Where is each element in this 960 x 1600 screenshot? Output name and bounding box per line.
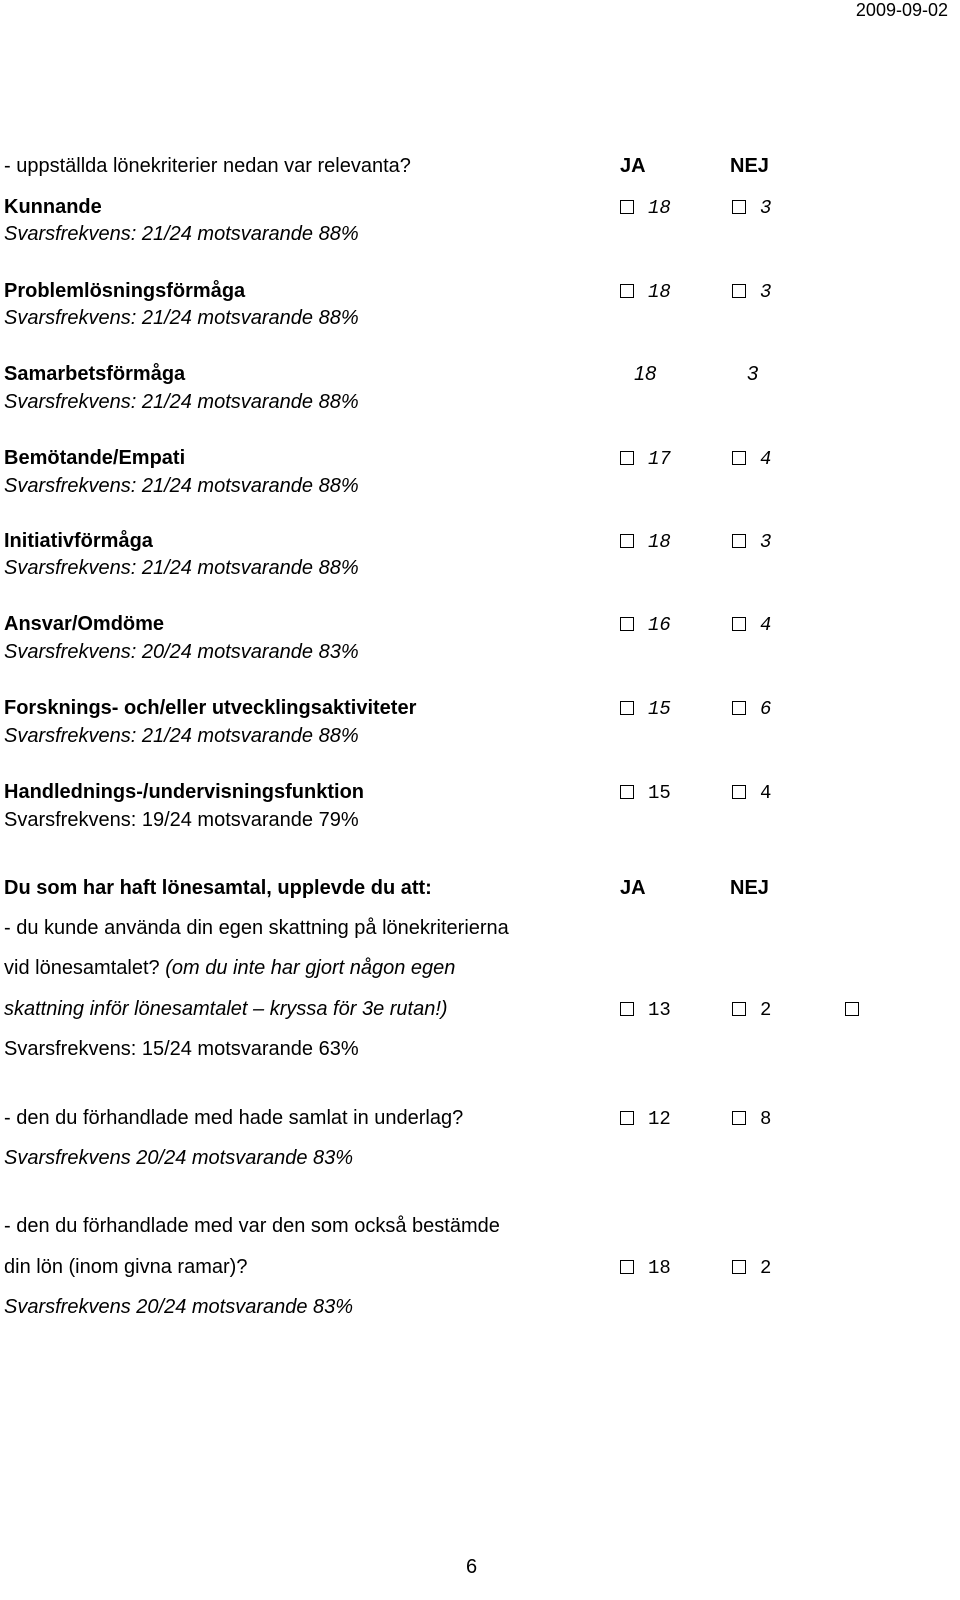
response-rate: Svarsfrekvens: 21/24 motsvarande 88%: [4, 557, 359, 579]
ja-count: 15: [648, 782, 671, 804]
response-rate: Svarsfrekvens: 19/24 motsvarande 79%: [4, 809, 359, 831]
page-number: 6: [466, 1556, 478, 1578]
column-header-ja: JA: [620, 155, 646, 177]
checkbox-icon[interactable]: [620, 284, 634, 298]
ja-option[interactable]: [620, 281, 671, 303]
nej-option[interactable]: [732, 698, 771, 720]
ja-option[interactable]: [620, 448, 671, 470]
criterion-label: Initiativförmåga: [4, 530, 153, 552]
nej-count: 3: [760, 531, 772, 553]
response-rate: Svarsfrekvens: 20/24 motsvarande 83%: [4, 641, 359, 663]
response-rate: Svarsfrekvens: 21/24 motsvarande 88%: [4, 725, 359, 747]
response-rate: Svarsfrekvens 20/24 motsvarande 83%: [4, 1296, 354, 1318]
nej-option[interactable]: [732, 531, 771, 553]
nej-count: 4: [760, 782, 772, 804]
nej-count: 2: [760, 999, 772, 1021]
question-note: skattning inför lönesamtalet – kryssa för 3e rutan!): [4, 998, 448, 1020]
checkbox-icon[interactable]: [732, 451, 746, 465]
checkbox-icon[interactable]: [732, 284, 746, 298]
ja-count: 18: [648, 197, 671, 219]
checkbox-icon[interactable]: [845, 1002, 859, 1016]
nej-count: 3: [747, 363, 759, 385]
nej-option[interactable]: [732, 782, 771, 804]
ja-count: 18: [648, 531, 671, 553]
nej-count: 4: [760, 614, 772, 636]
response-rate: Svarsfrekvens: 21/24 motsvarande 88%: [4, 307, 359, 329]
ja-option[interactable]: [620, 698, 671, 720]
checkbox-icon[interactable]: [732, 617, 746, 631]
checkbox-icon[interactable]: [732, 701, 746, 715]
nej-option[interactable]: [732, 197, 771, 219]
checkbox-icon[interactable]: [732, 785, 746, 799]
page-date: 2009-09-02: [855, 0, 948, 20]
checkbox-icon[interactable]: [620, 1260, 634, 1274]
checkbox-icon[interactable]: [620, 1111, 634, 1125]
column-header-nej: NEJ: [730, 155, 769, 177]
criterion-label: Handlednings-/undervisningsfunktion: [4, 781, 364, 803]
ja-count: 18: [648, 281, 671, 303]
nej-count: 4: [760, 448, 772, 470]
criterion-label: Samarbetsförmåga: [4, 363, 186, 385]
criterion-label: Problemlösningsförmåga: [4, 280, 246, 302]
question-text-normal: vid lönesamtalet?: [4, 957, 166, 979]
nej-option[interactable]: [732, 1257, 771, 1279]
checkbox-icon[interactable]: [620, 617, 634, 631]
checkbox-icon[interactable]: [732, 534, 746, 548]
column-header-ja: JA: [620, 877, 646, 899]
ja-option[interactable]: [620, 531, 671, 553]
nej-option[interactable]: [732, 614, 771, 636]
ja-option[interactable]: [620, 1257, 671, 1279]
response-rate: Svarsfrekvens: 21/24 motsvarande 88%: [4, 475, 359, 497]
ja-count: 18: [634, 363, 657, 385]
nej-option[interactable]: [732, 281, 771, 303]
response-rate: Svarsfrekvens: 21/24 motsvarande 88%: [4, 391, 359, 413]
nej-count: 3: [760, 281, 772, 303]
checkbox-icon[interactable]: [732, 1260, 746, 1274]
checkbox-icon[interactable]: [732, 1002, 746, 1016]
nej-option[interactable]: [732, 448, 771, 470]
checkbox-icon[interactable]: [620, 785, 634, 799]
checkbox-icon[interactable]: [620, 1002, 634, 1016]
ja-option[interactable]: [620, 614, 671, 636]
question-text: - du kunde använda din egen skattning på lönekriterierna: [4, 917, 509, 939]
ja-option[interactable]: [620, 1108, 671, 1130]
criterion-label: Forsknings- och/eller utvecklingsaktiviteter: [4, 697, 417, 719]
column-header-nej: NEJ: [730, 877, 769, 899]
criterion-label: Ansvar/Omdöme: [4, 613, 165, 635]
nej-option[interactable]: [732, 999, 771, 1021]
ja-count: 16: [648, 614, 671, 636]
question-note: (om du inte har gjort någon egen: [165, 957, 456, 979]
criterion-label: Bemötande/Empati: [4, 447, 186, 469]
question-text: - den du förhandlade med hade samlat in underlag?: [4, 1107, 464, 1129]
checkbox-icon[interactable]: [732, 1111, 746, 1125]
ja-count: 18: [648, 1257, 671, 1279]
third-option[interactable]: [845, 999, 873, 1021]
ja-option[interactable]: [620, 999, 671, 1021]
question-text: din lön (inom givna ramar)?: [4, 1256, 248, 1278]
checkbox-icon[interactable]: [620, 534, 634, 548]
ja-option[interactable]: [620, 782, 671, 804]
ja-count: 13: [648, 999, 671, 1021]
ja-count: 15: [648, 698, 671, 720]
ja-option[interactable]: [620, 197, 671, 219]
checkbox-icon[interactable]: [620, 200, 634, 214]
nej-option[interactable]: [732, 1108, 771, 1130]
criterion-label: Kunnande: [4, 196, 102, 218]
nej-count: 8: [760, 1108, 772, 1130]
question-text: - den du förhandlade med var den som också bestämde: [4, 1215, 500, 1237]
checkbox-icon[interactable]: [620, 701, 634, 715]
section-heading: Du som har haft lönesamtal, upplevde du att:: [4, 877, 432, 899]
nej-count: 3: [760, 197, 772, 219]
nej-count: 6: [760, 698, 772, 720]
question-text: [4, 957, 455, 980]
ja-count: 12: [648, 1108, 671, 1130]
nej-count: 2: [760, 1257, 772, 1279]
response-rate: Svarsfrekvens: 15/24 motsvarande 63%: [4, 1038, 359, 1060]
ja-count: 17: [648, 448, 671, 470]
checkbox-icon[interactable]: [732, 200, 746, 214]
checkbox-icon[interactable]: [620, 451, 634, 465]
response-rate: Svarsfrekvens 20/24 motsvarande 83%: [4, 1147, 354, 1169]
response-rate: Svarsfrekvens: 21/24 motsvarande 88%: [4, 223, 359, 245]
question-intro: - uppställda lönekriterier nedan var relevanta?: [4, 155, 411, 177]
